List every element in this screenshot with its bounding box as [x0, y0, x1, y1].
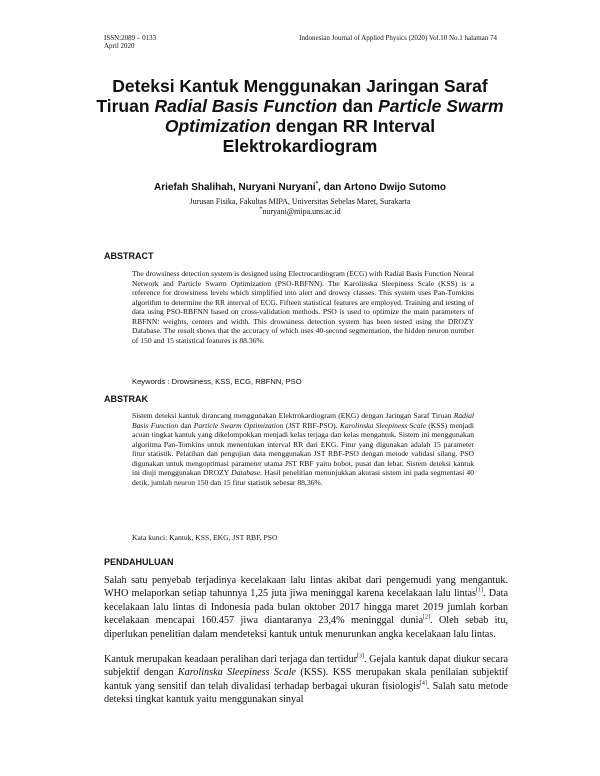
title-italic: Optimization — [164, 116, 271, 136]
citation: [1] — [476, 588, 484, 595]
abstrak-text: Sistem deteksi kantuk dirancang menggunakan Elektrokardiogram (EKG) dengan Jaringan Saraf Tiruan Radial Basis Function dan Particle Swarm Optimization (JST RBF-PSO). Karolinska Sleepiness Scale (KSS) menjadi acuan tingkat kantuk yang dikelompokkan menjadi kelas terjaga dan kelas mengantuk. Sistem ini menggunakan algoritma Pan-Tomkins untuk menentukan interval RR dari EKG. Fitur yang digunakan adalah 15 parameter fitur statistik. Pelatihan dan pengujian data menggunakan JST RBF-PSO dengan metode validasi silang. PSO digunakan untuk mengoptimasi parameter utama JST RBF yaitu bobot, pusat dan lebar. Sistem deteksi kantuk ini diuji menggunakan DROZY Database. Hasil penelitian menunjukkan akurasi sistem ini pada segmentasi 40 detik, jumlah neuron 150 dan 15 fitur statistik sebesar 88,36%. — [132, 411, 474, 487]
abstract-heading: ABSTRACT — [104, 251, 154, 261]
intro-paragraph-2: Kantuk merupakan keadaan peralihan dari terjaga dan tertidur[3]. Gejala kantuk dapat diukur secara subjektif dengan Karolinska Sleepiness Scale (KSS). KSS merupakan skala penilaian subjektif kantuk yang sensitif dan telah divalidasi terhadap berbagai ukuran fisiologis[4]. Salah satu metode deteksi tingkat kantuk yaitu menggunakan sinyal — [104, 653, 509, 706]
citation: [4] — [419, 680, 427, 687]
affiliation: Jurusan Fisika, Fakultas MIPA, Universitas Sebelas Maret, Surakarta *nuryani@mipa.uns.ac.id — [90, 197, 510, 217]
title-text: dan — [342, 96, 374, 116]
title-line: Deteksi Kantuk Menggunakan Jaringan Saraf — [112, 76, 488, 96]
running-header-left — [104, 34, 156, 50]
title-italic: Particle Swarm — [378, 96, 504, 116]
running-header-journal: Indonesian Journal of Applied Physics (2020) Vol.10 No.1 halaman 74 — [299, 34, 497, 42]
title-italic: Radial Basis Function — [154, 96, 338, 116]
abstract-keywords: Keywords : Drowsiness, KSS, ECG, RBFNN, PSO — [132, 377, 302, 386]
intro-paragraph-1: Salah satu penyebab terjadinya kecelakaan lalu lintas akibat dari pengemudi yang mengantuk. WHO melaporkan setiap tahunnya 1,25 juta jiwa meninggal karena kecelakaan lalu lintas[1]. Data kecelakaan lalu lintas di Indonesia pada bulan oktober 2017 hingga maret 2019 jumlah korban kecelakaan mencapai 160.457 jiwa diantaranya 23,4% meninggal dunia[2]. Oleh sebab itu, diperlukan penelitian dalam mendeteksi kantuk untuk menurunkan angka kecelakaan lalu lintas. — [104, 575, 509, 640]
corresponding-mark: * — [315, 181, 319, 188]
paper-title — [90, 76, 510, 156]
title-text: Tiruan — [96, 96, 150, 116]
issue-date: April 2020 — [104, 42, 135, 50]
citation: [2] — [423, 614, 431, 621]
author-email: *nuryani@mipa.uns.ac.id — [259, 206, 341, 216]
abstrak-keywords: Kata kunci: Kantuk, KSS, EKG, JST RBF, PSO — [132, 533, 278, 542]
intro-heading: PENDAHULUAN — [104, 557, 174, 567]
title-text: dengan RR Interval — [275, 116, 436, 136]
author-list: Ariefah Shalihah, Nuryani Nuryani*, dan Artono Dwijo Sutomo — [153, 181, 446, 193]
issn: ISSN:2089 – 0133 — [104, 34, 157, 42]
abstrak-heading: ABSTRAK — [104, 394, 148, 404]
title-text: Elektrokardiogram — [222, 136, 378, 156]
abstract-text: The drowsiness detection system is designed using Electrocardiogram (ECG) with Radial Basis Function Neural Network and Particle Swarm Optimization (PSO-RBFNN). The Karolinska Sleepiness Scale (KSS) is a reference for drowsiness levels which simplified into alert and drowsy classes. This system uses Pan-Tomkins algorithm to determine the RR interval of ECG. Fifteen statistical features are employed. Training and testing of data using PSO-RBFNN based on cross-validation methods. PSO is used to optimize the main parameters of RBFNN: weights, centers and width. This drowsiness detection system has been tested using the DROZY Database. The result shows that the accuracy of which uses 40-second segmentation, the hidden neuron number of 150 and 15 statistical features is 88.36%. — [132, 269, 474, 345]
citation: [3] — [357, 653, 364, 660]
